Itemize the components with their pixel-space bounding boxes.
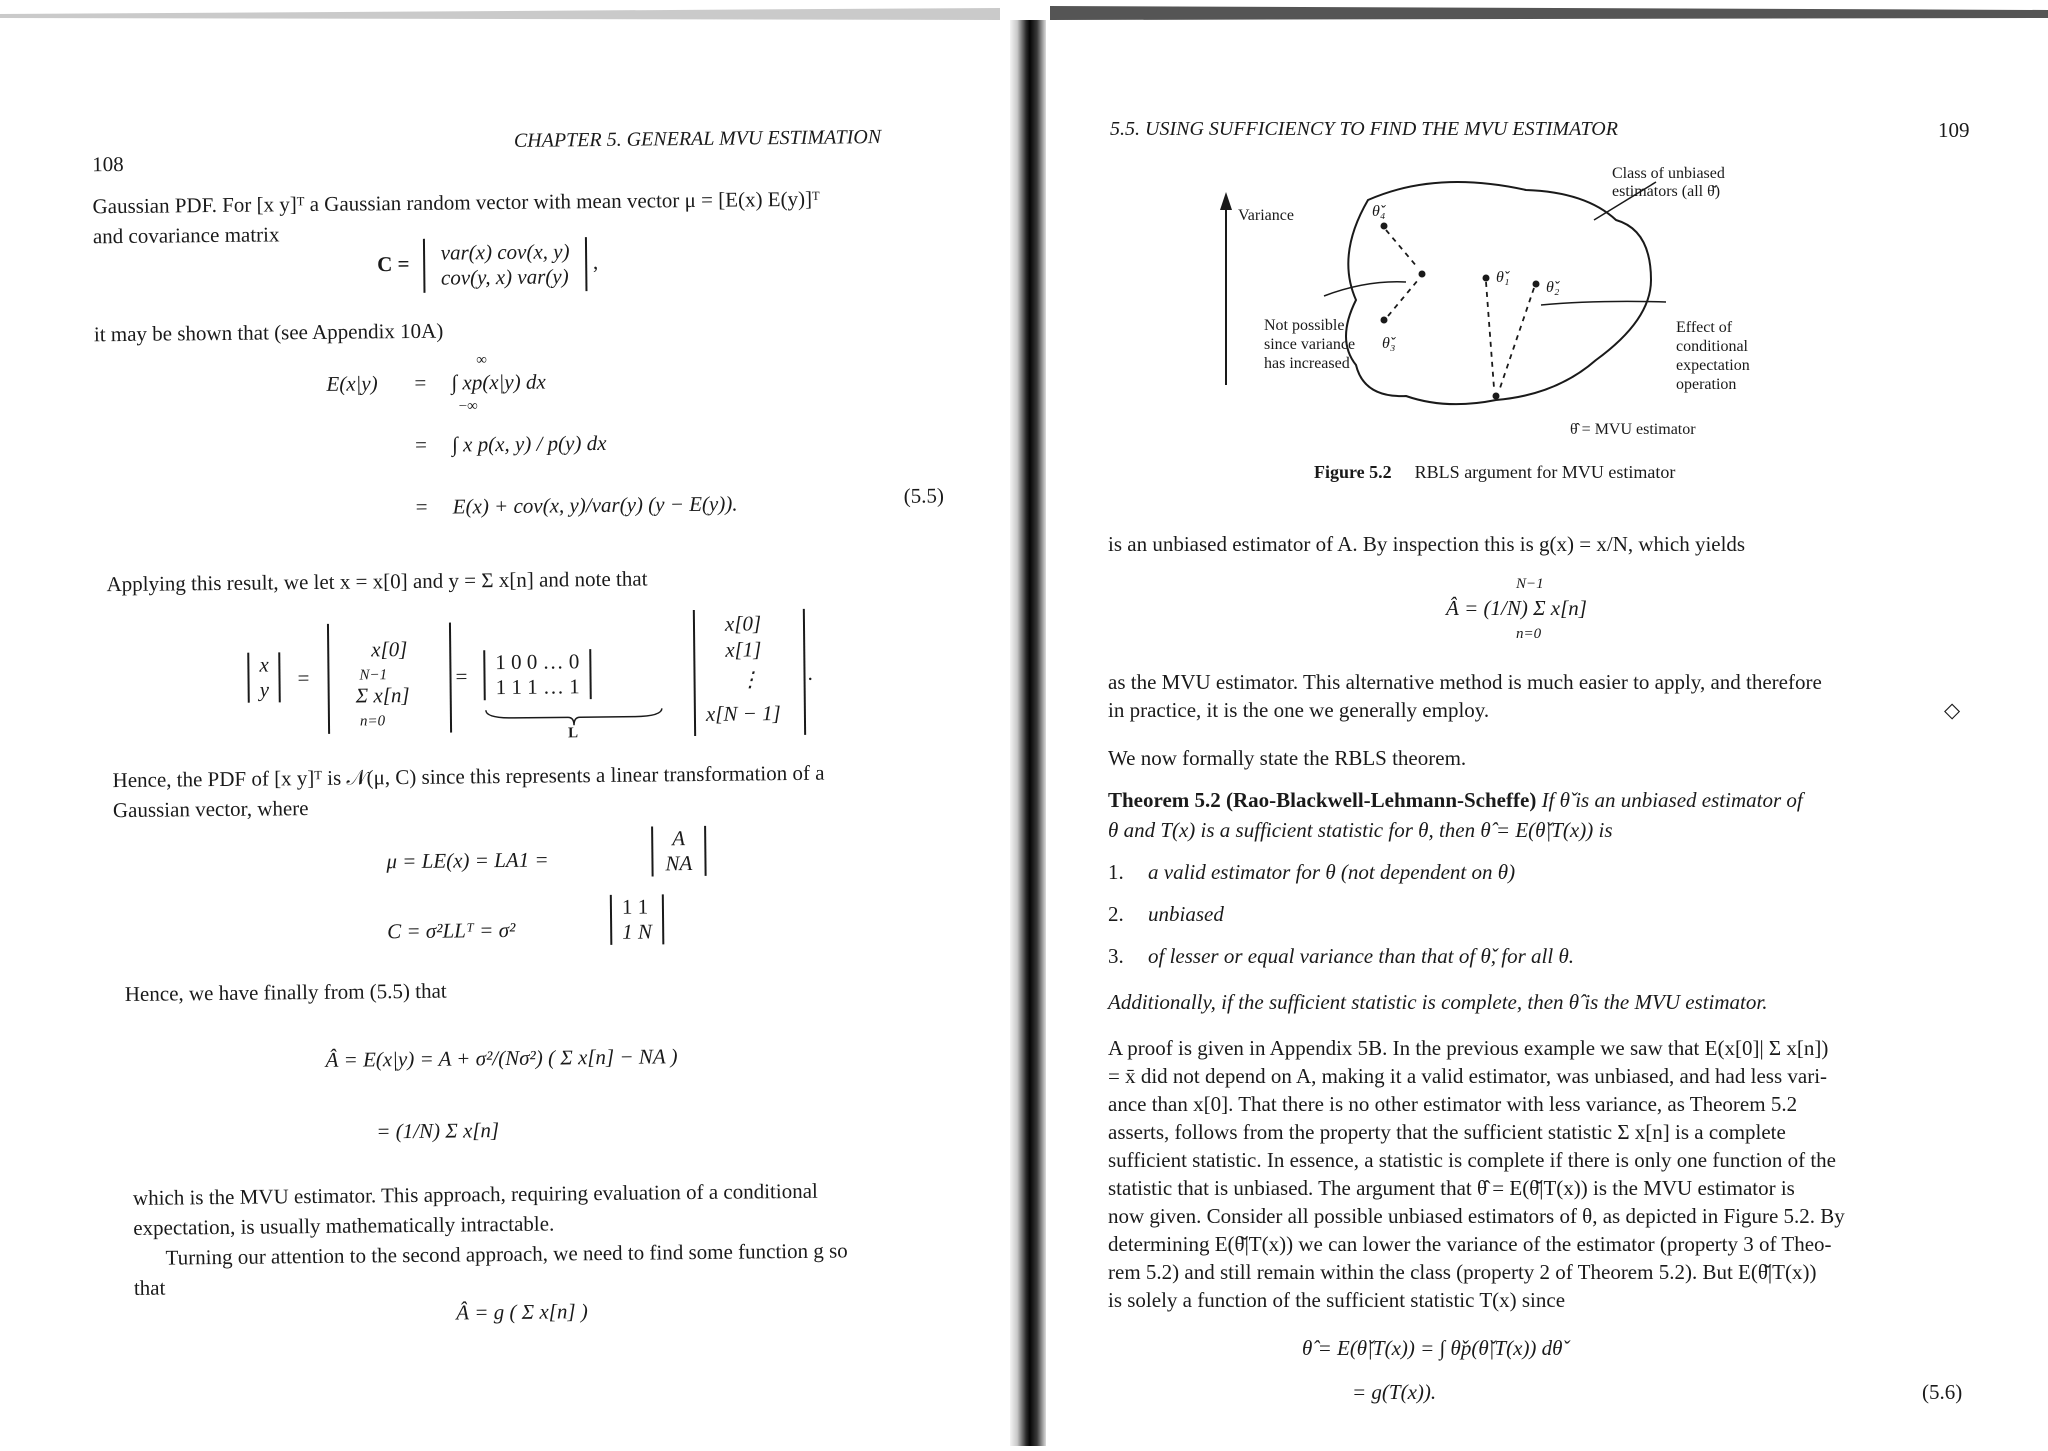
proof-line-0: A proof is given in Appendix 5B. In the previous example we saw that E(x[0]| Σ x[n]): [1108, 1036, 1829, 1060]
effect-label-1: Effect of: [1676, 319, 1733, 336]
cov-row-1: var(x) cov(x, y): [440, 239, 570, 265]
cond-exp-line-1: ∫ xp(x|y) dx: [451, 369, 546, 395]
para1-line-2: expectation, is usually mathematically intractable.: [133, 1211, 555, 1240]
intro-line-1: Gaussian PDF. For [x y]ᵀ a Gaussian random vector with mean vector μ = [E(x) E(y)]ᵀ: [92, 186, 820, 219]
equation-number-5-6: (5.6): [1922, 1380, 1963, 1404]
C-row-2: 1 N: [622, 919, 653, 944]
caption-bold: Figure 5.2: [1314, 462, 1392, 482]
unbiased-class-region: [1346, 182, 1651, 404]
finally-line: Hence, we have finally from (5.5) that: [124, 978, 447, 1006]
cov-row-2: cov(y, x) var(y): [440, 264, 569, 290]
stack-sum-upper: N−1: [359, 667, 388, 684]
theorem-text-1: If θ̌ is an unbiased estimator of: [1536, 788, 1803, 812]
intro-line-2: and covariance matrix: [92, 222, 280, 249]
theorem-title: Theorem 5.2 (Rao-Blackwell-Lehmann-Scheffe): [1108, 788, 1537, 812]
theorem-line-1: [1108, 786, 1803, 814]
theta4-moved-point: [1419, 271, 1426, 278]
xy-vector: [247, 652, 281, 702]
effect-label-4: operation: [1676, 376, 1737, 393]
mu-vector: [651, 826, 706, 877]
not-possible-label-2: since variance: [1264, 336, 1356, 353]
x-column-vector: [693, 609, 806, 736]
class-label-1: Class of unbiased: [1612, 165, 1725, 182]
stack-top: x[0]: [371, 637, 408, 662]
A-hat-sum-lower: n=0: [1516, 626, 1542, 642]
covariance-matrix: C = var(x) cov(x, y) cov(y, x) var(y) ,: [377, 237, 599, 293]
theorem-property-3: [1108, 944, 1574, 969]
theta3-label: θ̌₃: [1382, 335, 1396, 352]
cond-exp-line-2: ∫ x p(x, y) / p(y) dx: [451, 430, 607, 457]
caption-text: RBLS argument for MVU estimator: [1414, 462, 1676, 482]
hence-pdf-line-1: Hence, the PDF of [x y]ᵀ is 𝒩(μ, C) since this represents a linear transformation of a: [112, 760, 825, 793]
final-equation-line-1: θ̂ = E(θ̌|T(x)) = ∫ θ̌p(θ̌|T(x)) dθ̌: [1302, 1336, 1563, 1360]
property-text: of lesser or equal variance than that of θ̌, for all θ.: [1148, 944, 1575, 968]
A-hat-equation: Â = (1/N) Σ x[n]: [1446, 596, 1587, 620]
col-item-2: ⋮: [739, 667, 761, 692]
book-spine: [1010, 20, 1046, 1446]
integral-upper-limit: ∞: [476, 352, 487, 369]
cond-exp-lhs: E(x|y): [326, 371, 378, 396]
formal-statement-line: We now formally state the RBLS theorem.: [1108, 746, 1467, 770]
figure-caption: [1314, 462, 1675, 483]
proof-line-2: ance than x[0]. That there is no other estimator with less variance, as Theorem 5.2: [1108, 1092, 1798, 1116]
mu-vec-top: A: [672, 826, 686, 851]
cov-bracket: [423, 237, 588, 293]
left-page: [0, 0, 1018, 1451]
stack-sum-lower: n=0: [359, 713, 386, 730]
A-hat-sum-upper: N−1: [1516, 576, 1544, 592]
col-item-0: x[0]: [724, 611, 762, 636]
stack-bottom: Σ x[n]: [355, 682, 410, 708]
vec-x: x: [259, 652, 269, 677]
A-hat-line-2: = (1/N) Σ x[n]: [376, 1118, 500, 1144]
col-item-3: x[N − 1]: [705, 701, 781, 726]
class-label-2: estimators (all θ̌): [1612, 183, 1721, 200]
theta2-label: θ̌₂: [1546, 279, 1560, 296]
theta3-point: [1381, 317, 1388, 324]
theta4-label: θ̌₄: [1372, 203, 1386, 220]
unbiased-line: is an unbiased estimator of A. By inspection this is g(x) = x/N, which yields: [1108, 532, 1746, 556]
mu-line: μ = LE(x) = LA1 =: [386, 847, 549, 874]
theorem-property-1: [1108, 860, 1515, 885]
proof-line-9: is solely a function of the sufficient statistic T(x) since: [1108, 1288, 1566, 1312]
L-matrix: [483, 649, 592, 700]
alt-line-1: as the MVU estimator. This alternative method is much easier to apply, and therefore: [1108, 670, 1822, 694]
proof-line-4: sufficient statistic. In essence, a statistic is complete if there is only one function of the: [1108, 1148, 1836, 1172]
property-num: 3.: [1108, 944, 1124, 968]
variance-axis-label: Variance: [1238, 207, 1294, 224]
axis-arrow-icon: [1220, 192, 1232, 210]
alt-line-2: in practice, it is the one we generally employ.: [1108, 698, 1490, 722]
proof-line-6: now given. Consider all possible unbiased estimators of θ, as depicted in Figure 5.2. By: [1108, 1204, 1845, 1228]
proof-line-7: determining E(θ̌|T(x)) we can lower the variance of the estimator (property 3 of Theo-: [1108, 1232, 1832, 1256]
L-row-2: 1 1 1 … 1: [495, 674, 580, 700]
C-line: C = σ²LLᵀ = σ²: [387, 917, 516, 944]
para1-line-1: which is the MVU estimator. This approach, requiring evaluation of a conditional: [132, 1178, 818, 1210]
not-possible-label-3: has increased: [1264, 355, 1350, 372]
para2-line-2: that: [133, 1275, 166, 1300]
page-number: 109: [1938, 118, 1970, 142]
not-possible-pointer: [1324, 282, 1406, 296]
proof-line-1: = x̄ did not depend on A, making it a valid estimator, was unbiased, and had less vari-: [1108, 1064, 1828, 1088]
mu-vec-bottom: NA: [665, 851, 693, 876]
proof-line-5: statistic that is unbiased. The argument that θ̂ = E(θ̌|T(x)) is the MVU estimator is: [1108, 1176, 1795, 1200]
page-number: 108: [92, 151, 124, 177]
eq-sign-2: =: [414, 432, 428, 457]
L-label: L: [568, 725, 579, 742]
apply-line: Applying this result, we let x = x[0] and y = Σ x[n] and note that: [106, 566, 648, 597]
equation-number-5-5: (5.5): [903, 483, 945, 508]
col-item-1: x[1]: [725, 637, 762, 662]
additionally-line: Additionally, if the sufficient statistic is complete, then θ̂ is the MVU estimator.: [1108, 990, 1768, 1014]
proof-line-3: asserts, follows from the property that the sufficient statistic Σ x[n] is a complete: [1108, 1120, 1786, 1144]
C-matrix: [610, 894, 664, 945]
theorem-line-2: θ and T(x) is a sufficient statistic for θ, then θ̂ = E(θ̌|T(x)) is: [1108, 818, 1613, 842]
mvu-label: θ̂ = MVU estimator: [1570, 421, 1696, 438]
property-num: 1.: [1108, 860, 1124, 884]
hence-pdf-line-2: Gaussian vector, where: [112, 796, 309, 823]
para2-line-1: Turning our attention to the second approach, we need to find some function g so: [165, 1238, 848, 1270]
end-of-example-mark: ◇: [1944, 698, 1961, 722]
mvu-point: [1493, 393, 1500, 400]
A-hat-line-1: Â = E(x|y) = A + σ²/(Nσ²) ( Σ x[n] − NA ): [325, 1044, 678, 1072]
property-text: unbiased: [1148, 902, 1224, 926]
matrix-eq-sign-2: =: [455, 664, 468, 689]
L-row-1: 1 0 0 … 0: [495, 649, 580, 675]
effect-label-2: conditional: [1676, 338, 1748, 355]
property-num: 2.: [1108, 902, 1124, 926]
eq-sign-3: =: [415, 494, 428, 519]
proof-line-8: rem 5.2) and still remain within the class (property 2 of Theorem 5.2). But E(θ̌|T(x)): [1108, 1260, 1817, 1284]
final-equation-line-2: = g(T(x)).: [1352, 1380, 1437, 1404]
theta1-label: θ̌₁: [1496, 269, 1510, 286]
eq-sign-1: =: [414, 370, 427, 395]
matrix-eq-sign: =: [297, 666, 310, 691]
stacked-vector: [327, 623, 452, 734]
not-possible-label-1: Not possible: [1264, 317, 1345, 334]
theta4-point: [1381, 223, 1388, 230]
effect-label-3: expectation: [1676, 357, 1750, 374]
right-page: [1046, 0, 2048, 1446]
appendix-line: it may be shown that (see Appendix 10A): [93, 318, 444, 347]
cond-exp-line-3: E(x) + cov(x, y)/var(y) (y − E(y)).: [452, 491, 738, 519]
matrix-equation: x y = x[0] N−1 Σ x[n] n=0 = 1 0 0 … 0 1 1 1 … 1 L x[0] x[1] ⋮ x[N − 1] .: [247, 609, 808, 745]
cov-label: C =: [377, 251, 410, 277]
theta1-point: [1483, 275, 1490, 282]
g-equation: Â = g ( Σ x[n] ): [456, 1299, 588, 1325]
C-row-1: 1 1: [621, 894, 649, 919]
running-header: 5.5. USING SUFFICIENCY TO FIND THE MVU ESTIMATOR: [1110, 118, 1618, 140]
theorem-property-2: [1108, 902, 1224, 927]
integral-lower-limit: −∞: [458, 398, 478, 415]
vec-y: y: [259, 677, 270, 702]
property-text: a valid estimator for θ (not dependent on θ): [1148, 860, 1516, 884]
figure-5-2-diagram: [1196, 160, 1756, 440]
theta2-point: [1533, 281, 1540, 288]
running-header: CHAPTER 5. GENERAL MVU ESTIMATION: [513, 126, 882, 152]
